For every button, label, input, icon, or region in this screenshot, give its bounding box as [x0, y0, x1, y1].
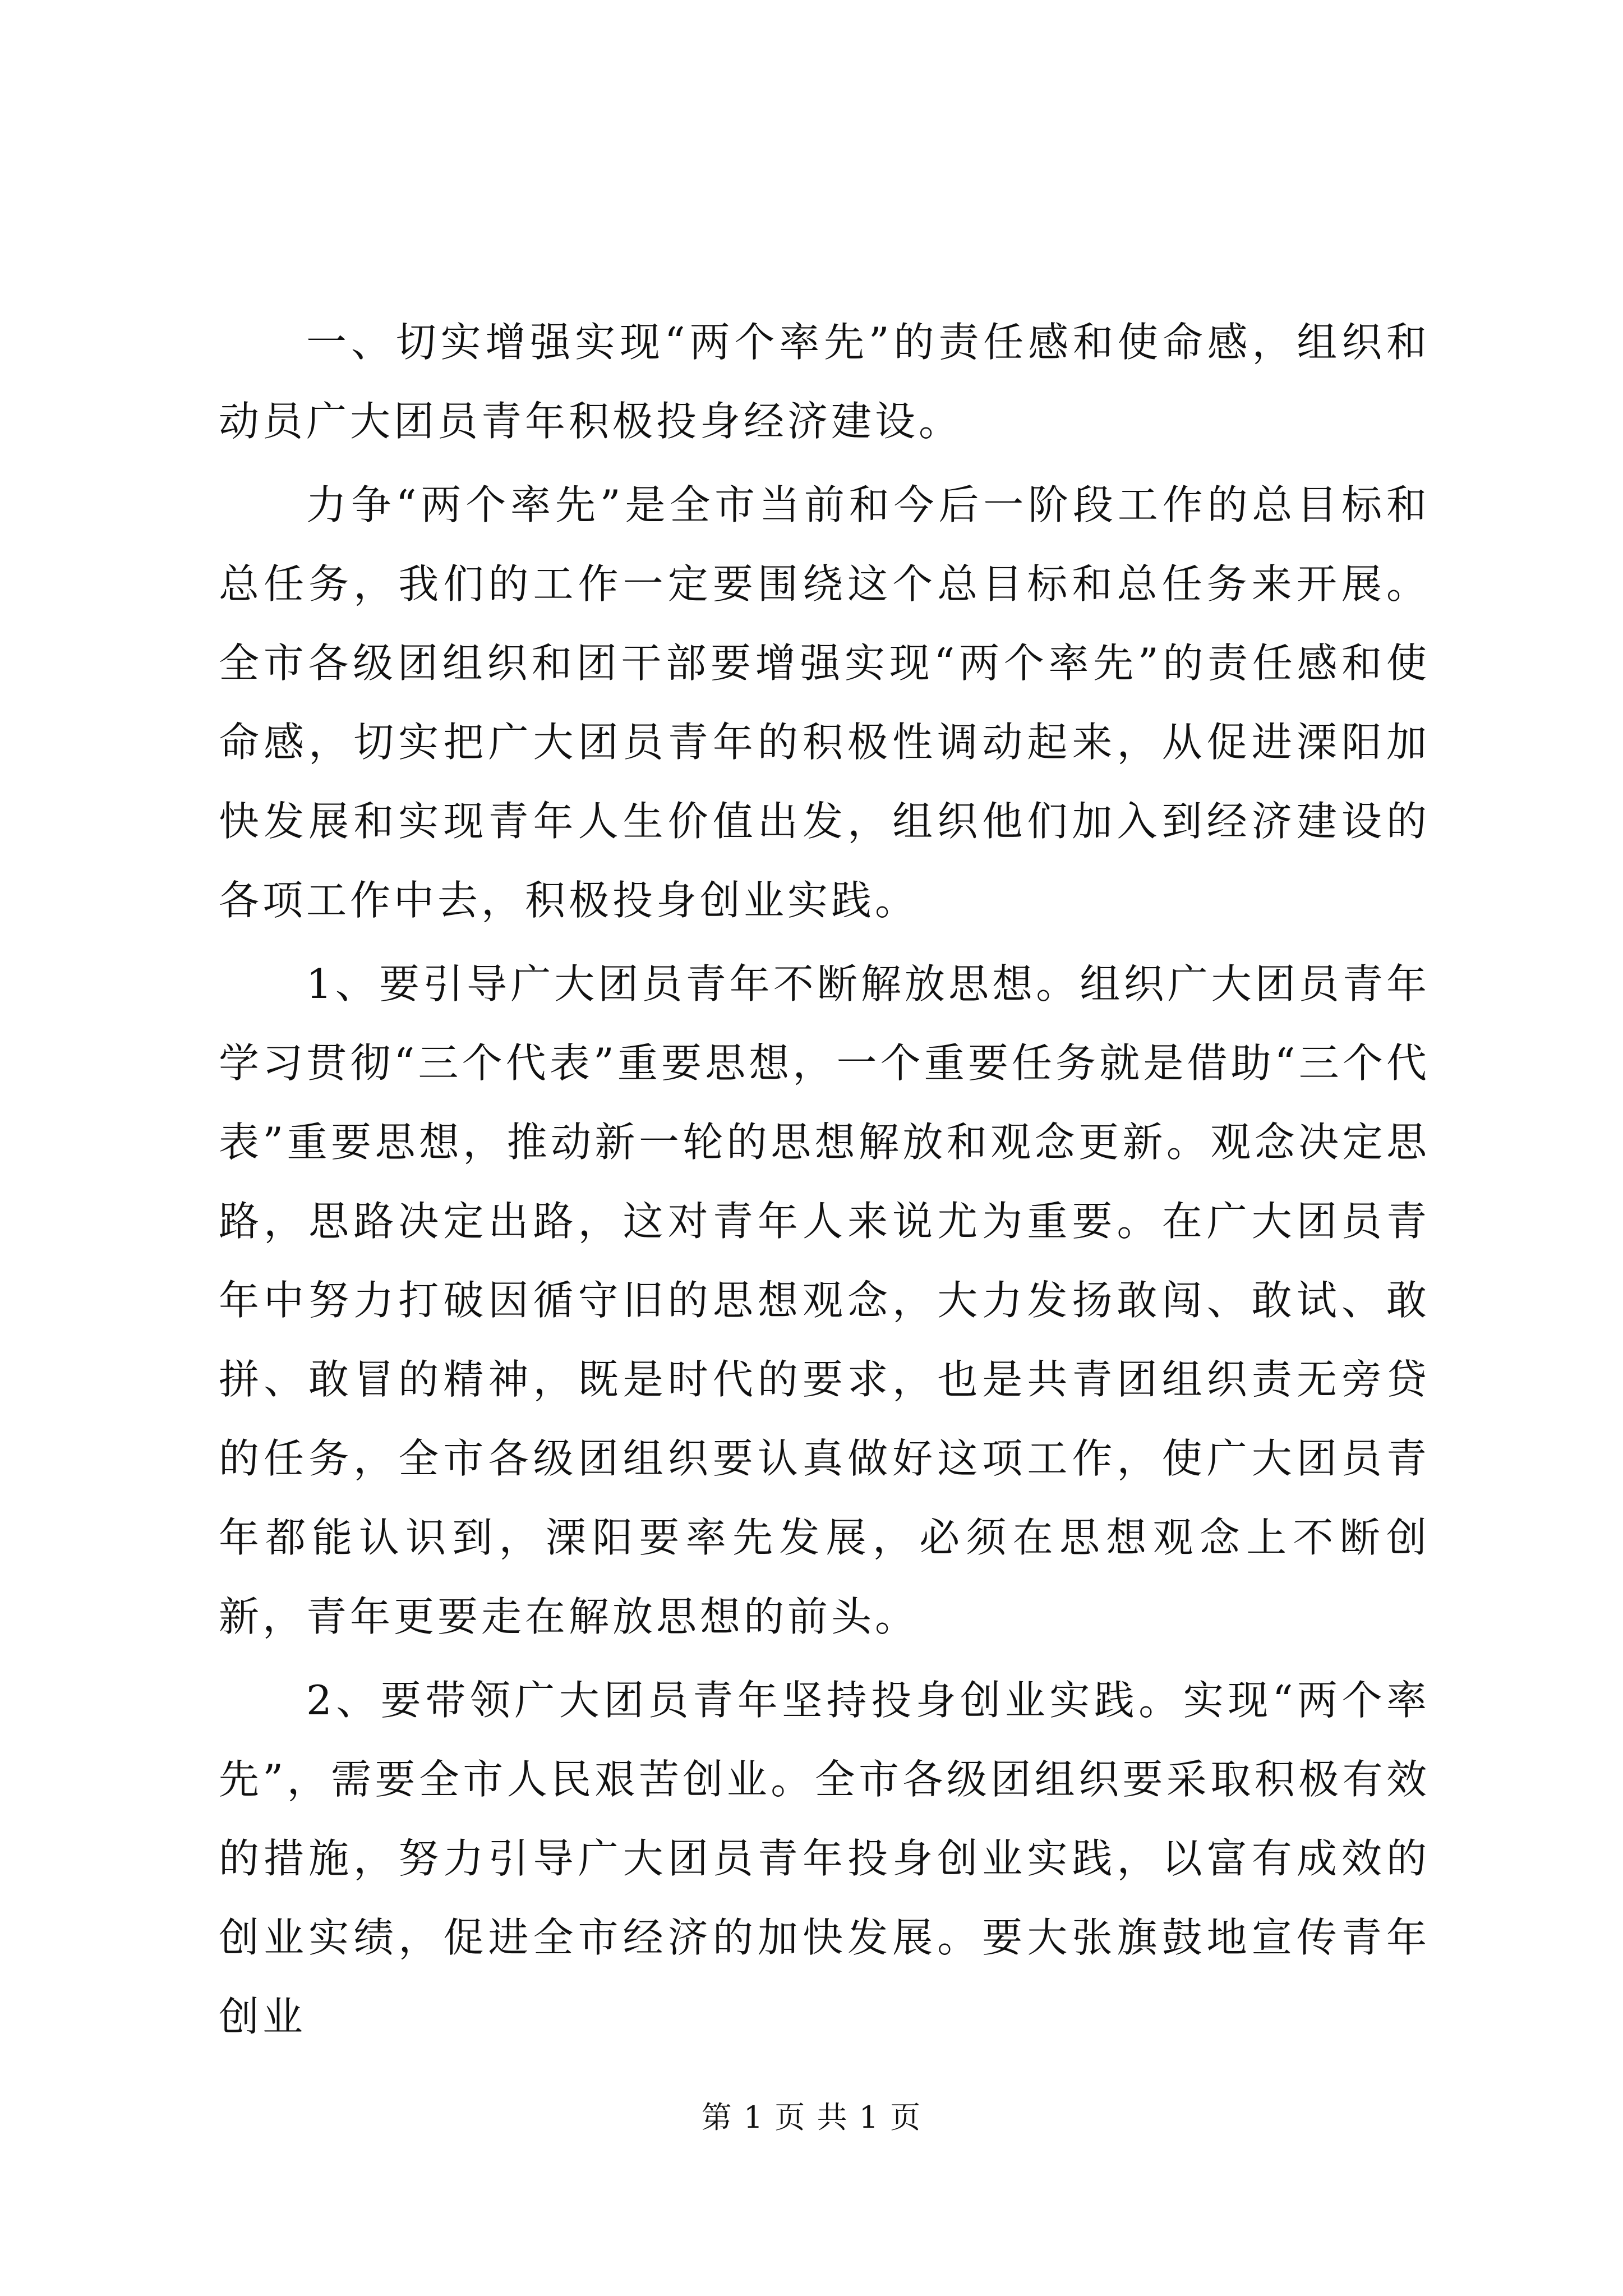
- body-paragraph: 力争“两个率先”是全市当前和今后一阶段工作的总目标和总任务，我们的工作一定要围绕这个总目标和总任务来开展。全市各级团组织和团干部要增强实现“两个率先”的责任感和使命感，切实把广大团员青年的积极性调动起来，从促进溧阳加快发展和实现青年人生价值出发，组织他们加入到经济建设的各项工作中去，积极投身创业实践。: [219, 481, 1430, 924]
- body-paragraph: 2、要带领广大团员青年坚持投身创业实践。实现“两个率先”，需要全市人民艰苦创业。全市各级团组织要采取积极有效的措施，努力引导广大团员青年投身创业实践，以富有成效的创业实绩，促进全市经济的加快发展。要大张旗鼓地宣传青年创业: [219, 1677, 1430, 2040]
- page-footer: 第 1 页 共 1 页: [701, 2100, 922, 2135]
- body-paragraph: 1、要引导广大团员青年不断解放思想。组织广大团员青年学习贯彻“三个代表”重要思想，一个重要任务就是借助“三个代表”重要思想，推动新一轮的思想解放和观念更新。观念决定思路，思路决定出路，这对青年人来说尤为重要。在广大团员青年中努力打破因循守旧的思想观念，大力发扬敢闯、敢试、敢拼、敢冒的精神，既是时代的要求，也是共青团组织责无旁贷的任务，全市各级团组织要认真做好这项工作，使广大团员青年都能认识到，溧阳要率先发展，必须在思想观念上不断创新，青年更要走在解放思想的前头。: [219, 960, 1430, 1640]
- document-body: [219, 303, 1430, 2056]
- section-heading-paragraph: 一、切实增强实现“两个率先”的责任感和使命感，组织和动员广大团员青年积极投身经济建设。: [219, 319, 1430, 445]
